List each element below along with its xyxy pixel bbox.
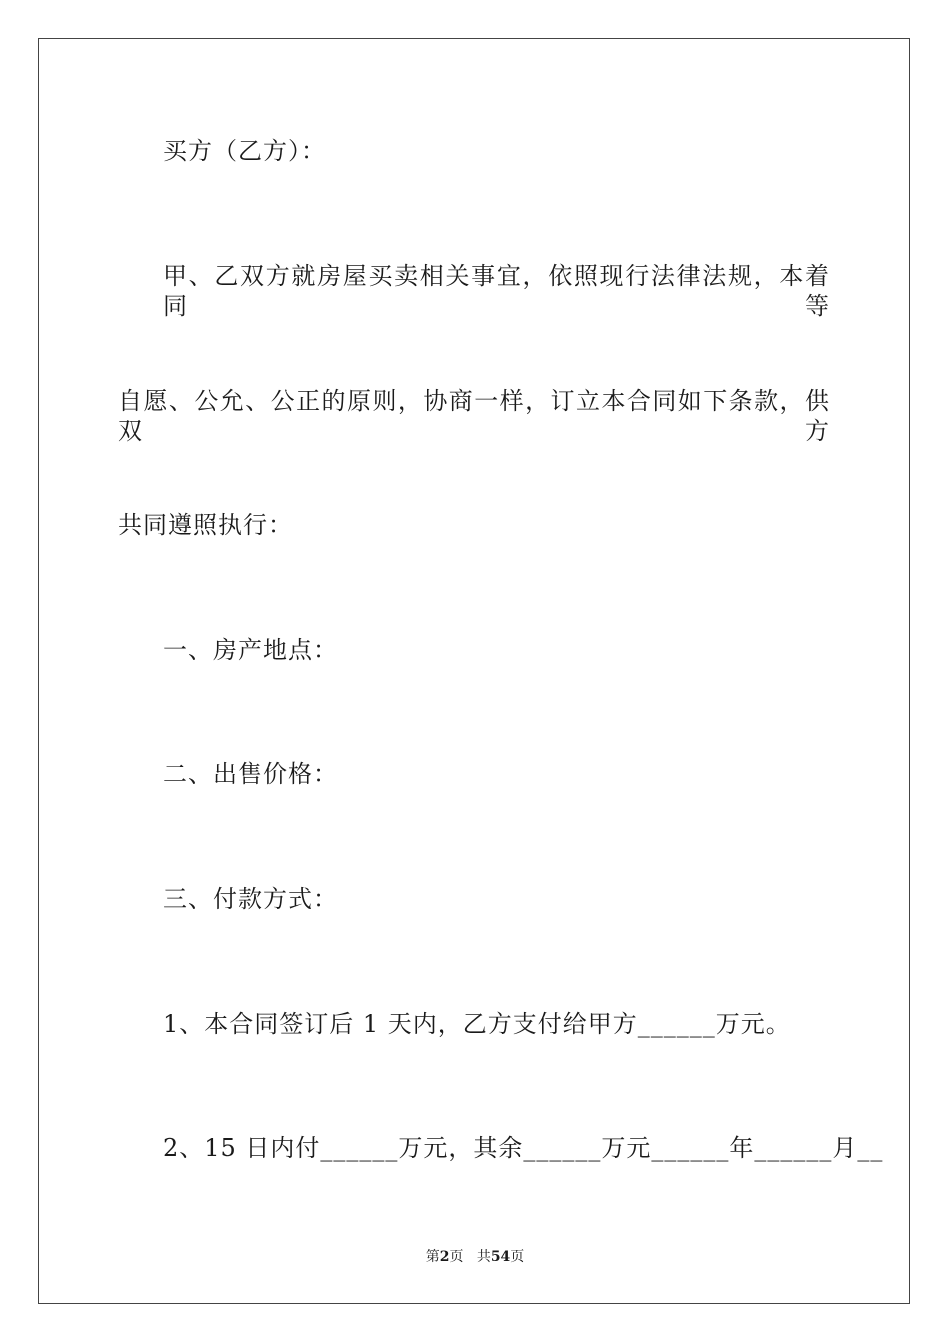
paragraph-line-1: 甲、乙双方就房屋买卖相关事宜，依照现行法律法规，本着同等 bbox=[163, 262, 830, 320]
payment-clause-1: 1、本合同签订后 1 天内，乙方支付给甲方______万元。 bbox=[163, 1010, 791, 1038]
buyer-line: 买方（乙方）： bbox=[163, 137, 326, 165]
footer-page-prefix: 第 bbox=[425, 1249, 440, 1265]
section-payment-method: 三、付款方式： bbox=[163, 885, 338, 913]
footer-total-unit: 页 bbox=[510, 1249, 525, 1265]
footer-page-current: 2 bbox=[439, 1249, 450, 1265]
section-sale-price: 二、出售价格： bbox=[163, 760, 338, 788]
payment-clause-2: 2、15 日内付______万元，其余______万元______年______月__ bbox=[163, 1134, 884, 1162]
paragraph-line-2: 自愿、公允、公正的原则，协商一样，订立本合同如下条款，供双方 bbox=[118, 387, 830, 445]
page-footer bbox=[0, 1248, 950, 1266]
paragraph-line-3: 共同遵照执行： bbox=[118, 511, 293, 539]
section-property-location: 一、房产地点： bbox=[163, 636, 338, 664]
page-border bbox=[38, 38, 910, 1304]
footer-total-prefix: 共 bbox=[476, 1249, 491, 1265]
footer-page-unit: 页 bbox=[449, 1249, 464, 1265]
footer-page-total: 54 bbox=[490, 1249, 511, 1265]
